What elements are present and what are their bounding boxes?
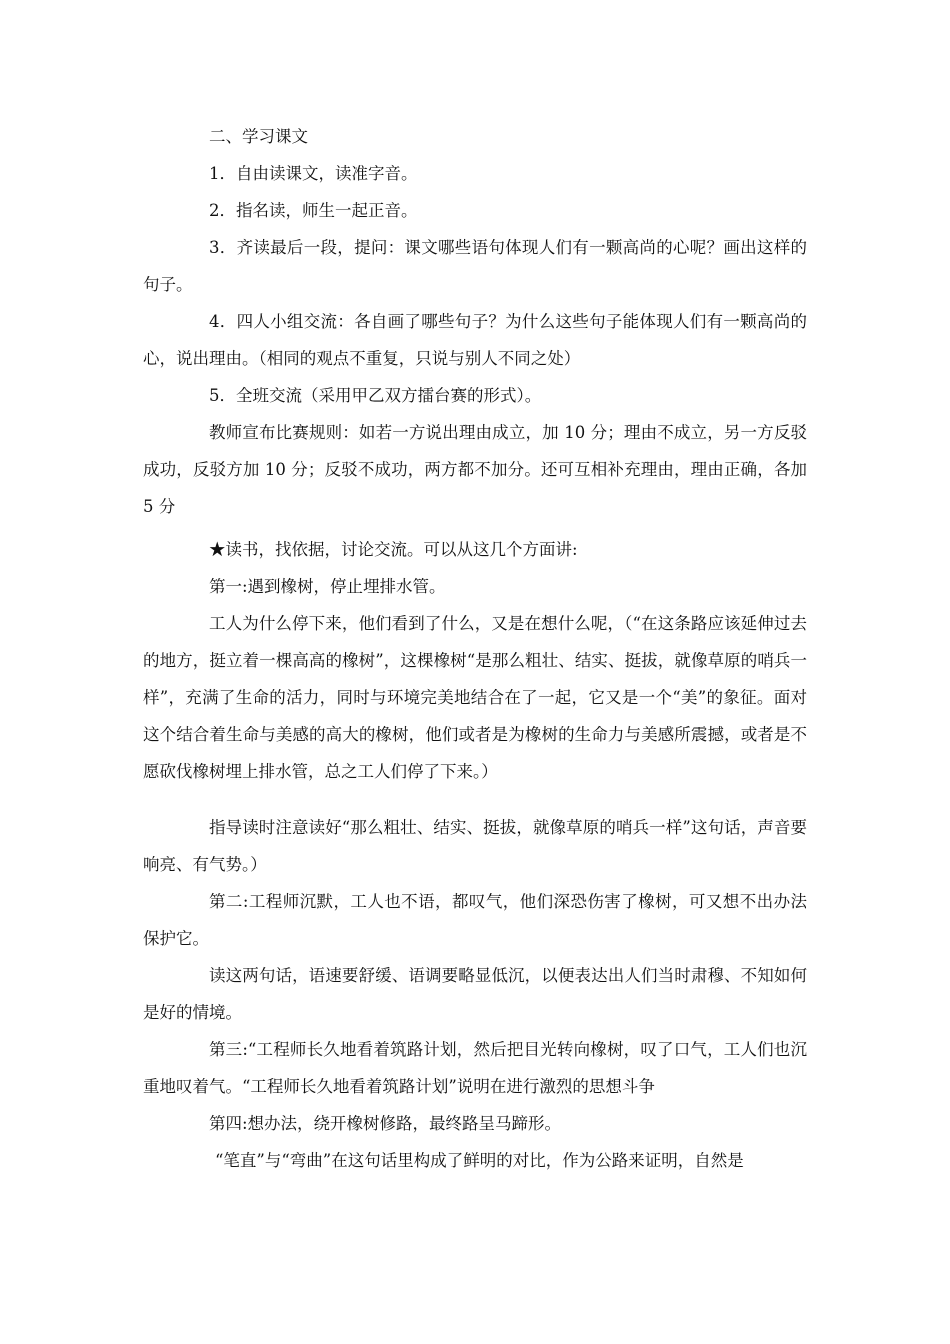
step-4: 4．四人小组交流：各自画了哪些句子？为什么这些句子能体现人们有一颗高尚的心，说出理由。（相同的观点不重复，只说与别人不同之处） xyxy=(143,312,807,368)
contrast-paragraph: “笔直”与“弯曲”在这句话里构成了鲜明的对比，作为公路来证明，自然是 xyxy=(215,1151,744,1170)
step-1: 1．自由读课文，读准字音。 xyxy=(209,164,418,183)
step-5: 5．全班交流（采用甲乙双方擂台赛的形式）。 xyxy=(209,386,542,405)
point-1-heading: 第一:遇到橡树，停止埋排水管。 xyxy=(209,577,446,596)
step-2: 2．指名读，师生一起正音。 xyxy=(209,201,418,220)
reading-guide-2: 读这两句话，语速要舒缓、语调要略显低沉，以便表达出人们当时肃穆、不知如何是好的情境。 xyxy=(143,966,807,1022)
reading-guide-1: 指导读时注意读好“那么粗壮、结实、挺拔，就像草原的哨兵一样”这句话，声音要响亮、有气势。） xyxy=(143,818,807,874)
point-4: 第四:想办法，绕开橡树修路，最终路呈马蹄形。 xyxy=(209,1114,562,1133)
star-instruction: ★读书，找依据，讨论交流。可以从这几个方面讲: xyxy=(209,540,578,559)
rules-paragraph: 教师宣布比赛规则：如若一方说出理由成立，加 10 分；理由不成立，另一方反驳成功，反驳方加 10 分；反驳不成功，两方都不加分。还可互相补充理由，理由正确，各加 5 分 xyxy=(143,423,807,516)
section-heading: 二、学习课文 xyxy=(209,127,308,146)
point-3: 第三:“工程师长久地看着筑路计划，然后把目光转向橡树，叹了口气，工人们也沉重地叹着气。“工程师长久地看着筑路计划”说明在进行激烈的思想斗争 xyxy=(143,1040,807,1096)
step-3: 3．齐读最后一段，提问：课文哪些语句体现人们有一颗高尚的心呢？画出这样的句子。 xyxy=(143,238,807,294)
point-2: 第二:工程师沉默，工人也不语，都叹气，他们深恐伤害了橡树，可又想不出办法保护它。 xyxy=(143,892,807,948)
point-1-body: 工人为什么停下来，他们看到了什么，又是在想什么呢，（“在这条路应该延伸过去的地方，挺立着一棵高高的橡树”，这棵橡树“是那么粗壮、结实、挺拔，就像草原的哨兵一样”，充满了生命的活力，同时与环境完美地结合在了一起，它又是一个“美”的象征。面对这个结合着生命与美感的高大的橡树，他们或者是为橡树的生命力与美感所震撼，或者是不愿砍伐橡树埋上排水管，总之工人们停了下来。） xyxy=(143,614,807,781)
